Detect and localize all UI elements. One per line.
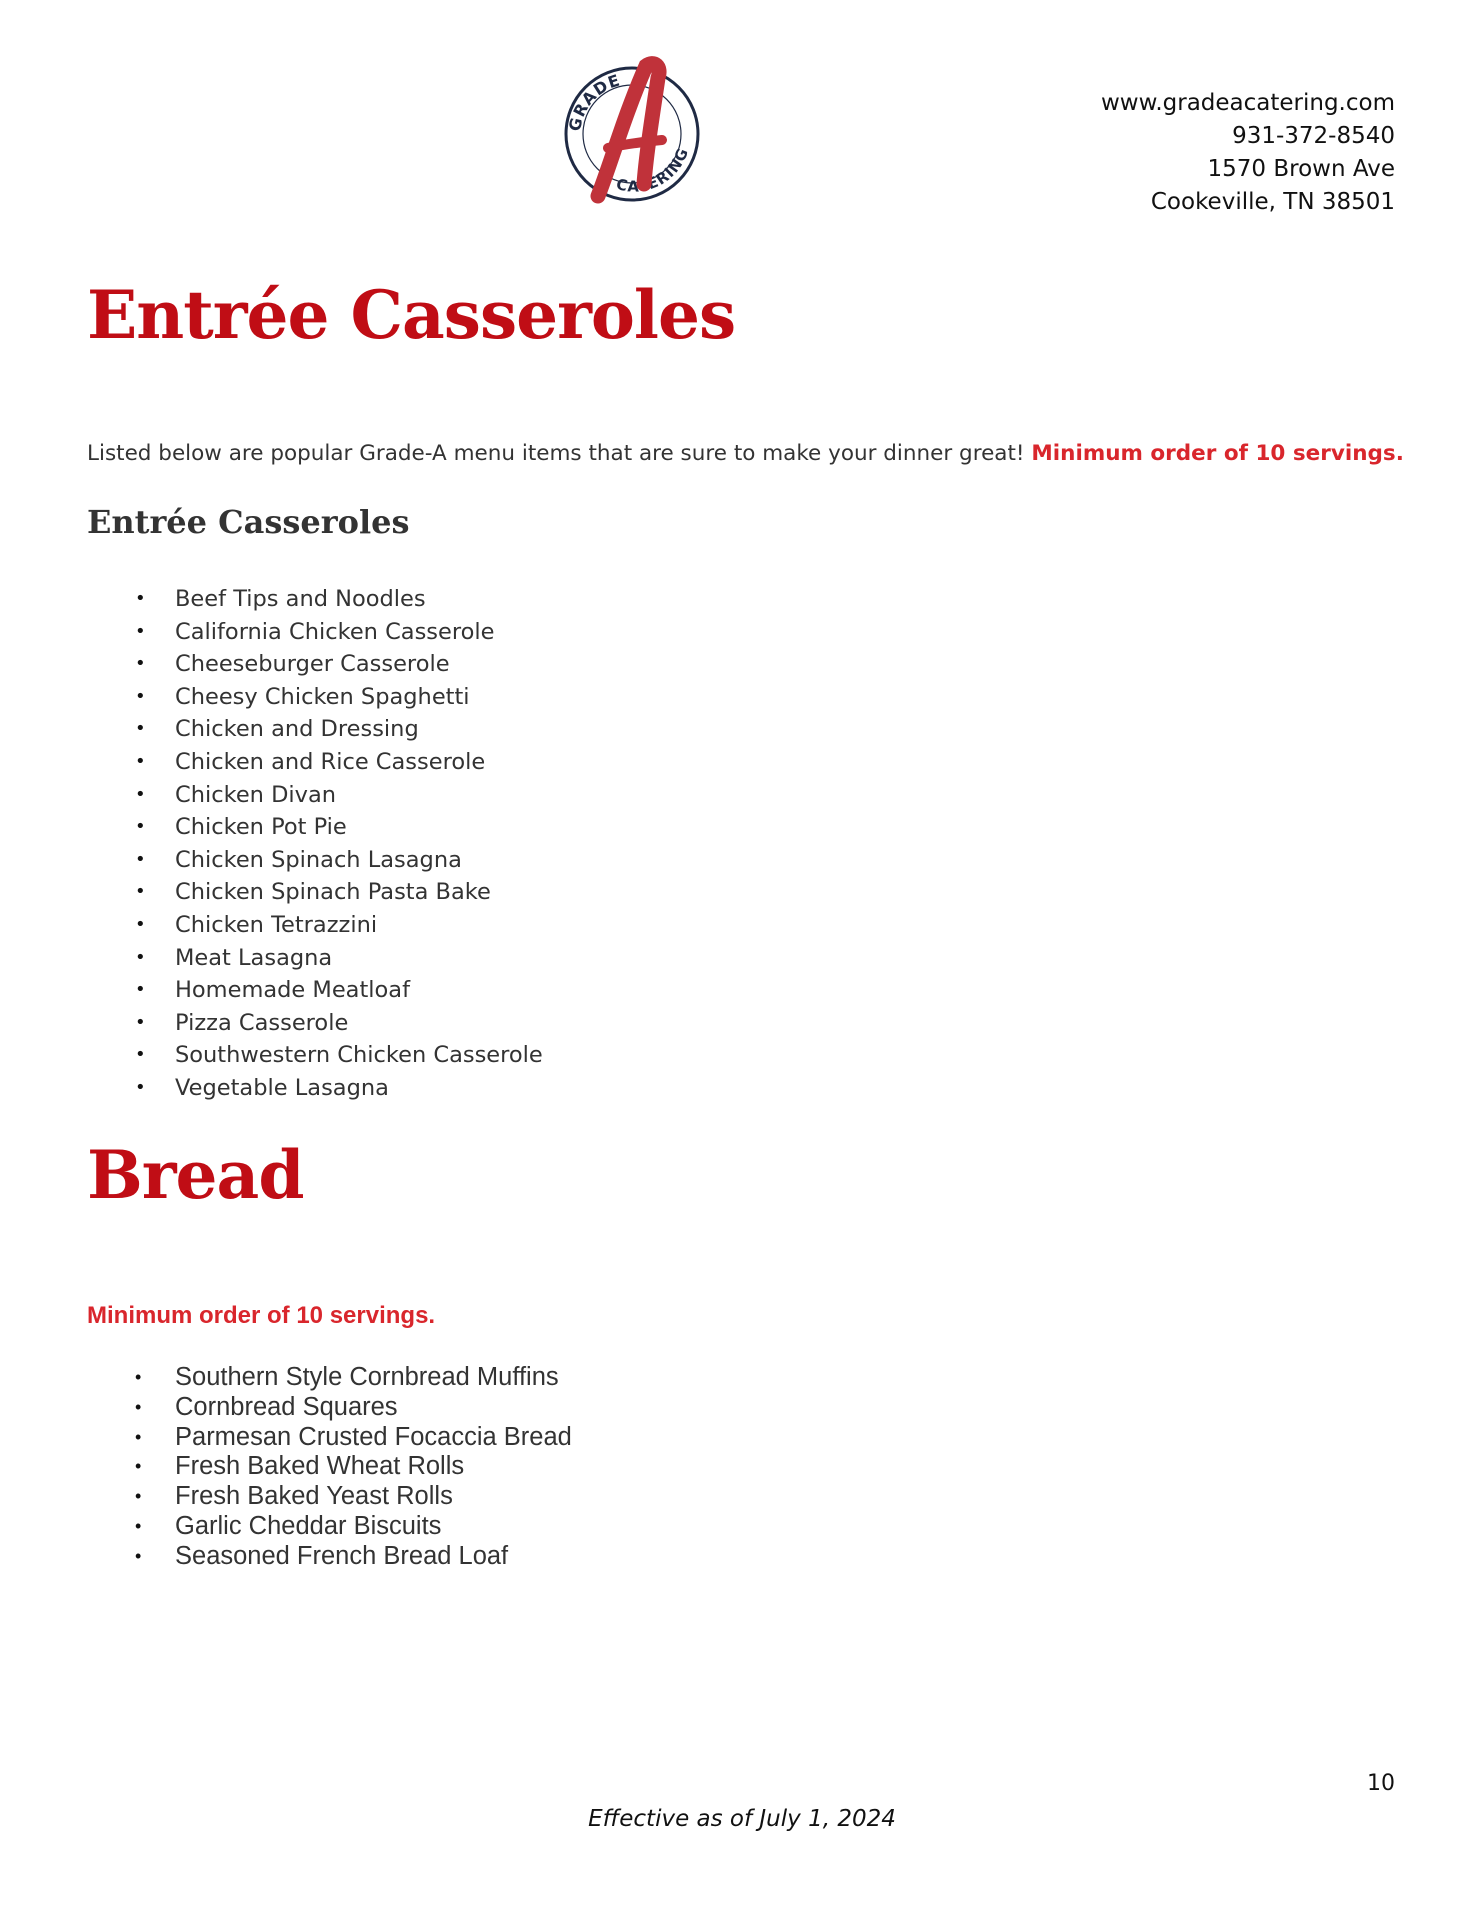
- bullet-icon: •: [135, 1367, 142, 1387]
- list-item-label: Chicken and Rice Casserole: [175, 748, 486, 775]
- entree-list-item: [130, 779, 543, 812]
- bullet-icon: •: [135, 750, 146, 772]
- entree-list-item: [130, 942, 543, 975]
- bullet-icon: •: [135, 1426, 142, 1447]
- list-item-label: Cornbread Squares: [175, 1392, 398, 1421]
- entree-list-item: [130, 681, 543, 714]
- bullet-icon: •: [135, 1456, 142, 1477]
- bread-minimum-order-note: Minimum order of 10 servings.: [87, 1302, 436, 1329]
- contact-info: [1101, 87, 1395, 219]
- bullet-icon: •: [135, 1044, 146, 1066]
- list-item-label: Fresh Baked Wheat Rolls: [175, 1452, 465, 1481]
- bullet-icon: •: [135, 620, 146, 642]
- phone-number: 931-372-8540: [1232, 123, 1395, 149]
- entree-list-item: [130, 974, 543, 1007]
- bullet-icon: •: [135, 718, 146, 740]
- minimum-order-note: Minimum order of 10 servings.: [1031, 441, 1404, 466]
- entree-list-item: [130, 1007, 543, 1040]
- effective-date: Effective as of July 1, 2024: [588, 1806, 896, 1832]
- bullet-icon: •: [135, 1486, 142, 1507]
- entree-list-item: [130, 746, 543, 779]
- list-item-label: Homemade Meatloaf: [175, 977, 411, 1004]
- bullet-icon: •: [135, 1396, 142, 1417]
- entree-list-item: [130, 811, 543, 844]
- list-item-label: Cheeseburger Casserole: [175, 651, 450, 678]
- list-item-label: Chicken Pot Pie: [175, 814, 347, 841]
- list-item-label: Beef Tips and Noodles: [175, 586, 426, 612]
- list-item-label: Pizza Casserole: [175, 1009, 349, 1036]
- street-address: 1570 Brown Ave: [1207, 156, 1395, 182]
- list-item-label: Garlic Cheddar Biscuits: [175, 1511, 442, 1540]
- list-item-label: Fresh Baked Yeast Rolls: [175, 1482, 453, 1511]
- bread-list-item: [130, 1482, 572, 1512]
- list-item-label: Cheesy Chicken Spaghetti: [175, 683, 470, 710]
- list-item-label: Chicken Divan: [175, 781, 337, 808]
- entree-list-item: [130, 844, 543, 877]
- page-number: 10: [1367, 1771, 1395, 1796]
- entree-list-item: [130, 648, 543, 681]
- grade-a-catering-logo: [558, 56, 706, 206]
- bullet-icon: •: [135, 1011, 146, 1033]
- bullet-icon: •: [135, 1515, 142, 1536]
- intro-text: Listed below are popular Grade-A menu items that are sure to make your dinner great!: [87, 441, 1025, 466]
- website-link[interactable]: www.gradeacatering.com: [1101, 90, 1395, 116]
- list-item-label: Parmesan Crusted Focaccia Bread: [175, 1422, 572, 1451]
- bread-list-item: [130, 1542, 572, 1572]
- entree-list-item: [130, 876, 543, 909]
- bullet-icon: •: [135, 979, 146, 1001]
- bread-list-item: [130, 1393, 572, 1423]
- entree-list-item: [130, 1039, 543, 1072]
- list-item-label: Southern Style Cornbread Muffins: [175, 1363, 559, 1391]
- entree-casseroles-subheading: Entrée Casseroles: [87, 503, 410, 541]
- list-item-label: Vegetable Lasagna: [175, 1074, 389, 1101]
- bread-list-item: [130, 1423, 572, 1453]
- bread-list-item: [130, 1363, 572, 1393]
- logo-top-text: GRADE: [565, 70, 623, 133]
- entree-casseroles-heading: Entrée Casseroles: [87, 276, 736, 354]
- bullet-icon: •: [135, 653, 146, 675]
- bread-heading: Bread: [87, 1136, 304, 1214]
- list-item-label: Chicken Spinach Lasagna: [175, 846, 462, 873]
- bullet-icon: •: [135, 816, 146, 838]
- bullet-icon: •: [135, 881, 146, 903]
- city-state-zip: Cookeville, TN 38501: [1150, 189, 1395, 215]
- bullet-icon: •: [135, 783, 146, 805]
- list-item-label: Chicken and Dressing: [175, 716, 419, 743]
- bread-list-item: [130, 1452, 572, 1482]
- entree-list-item: [130, 583, 543, 616]
- bullet-icon: •: [135, 913, 146, 935]
- entree-list-item: [130, 616, 543, 649]
- list-item-label: Chicken Spinach Pasta Bake: [175, 879, 491, 906]
- list-item-label: Southwestern Chicken Casserole: [175, 1042, 543, 1069]
- entree-list-item: [130, 713, 543, 746]
- bullet-icon: •: [135, 685, 146, 707]
- bullet-icon: •: [135, 946, 146, 968]
- list-item-label: Meat Lasagna: [175, 944, 333, 971]
- logo-bottom-text: CATERING: [614, 145, 693, 196]
- list-item-label: Chicken Tetrazzini: [175, 911, 378, 938]
- intro-paragraph: [87, 441, 1404, 466]
- bread-list: [130, 1363, 572, 1572]
- bullet-icon: •: [135, 1545, 142, 1566]
- bread-list-item: [130, 1512, 572, 1542]
- bullet-icon: •: [135, 1076, 146, 1098]
- bullet-icon: •: [135, 848, 146, 870]
- entree-casseroles-list: [130, 583, 543, 1105]
- list-item-label: California Chicken Casserole: [175, 618, 495, 645]
- list-item-label: Seasoned French Bread Loaf: [175, 1541, 509, 1570]
- entree-list-item: [130, 1072, 543, 1105]
- entree-list-item: [130, 909, 543, 942]
- bullet-icon: •: [135, 588, 146, 609]
